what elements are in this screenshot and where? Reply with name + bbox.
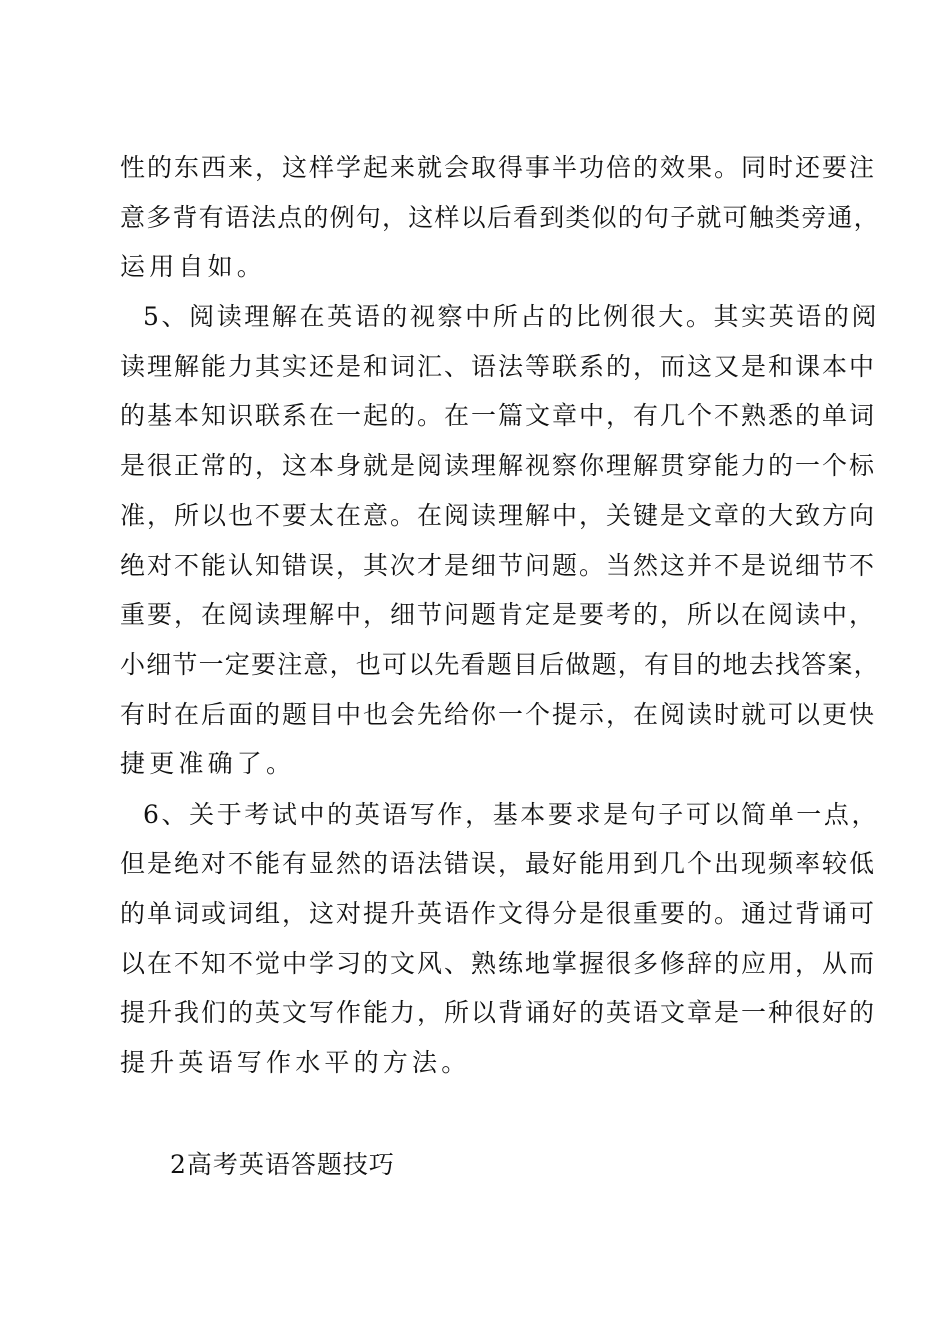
paragraph-line: 有时在后面的题目中也会先给你一个提示，在阅读时就可以更快 xyxy=(120,700,877,729)
paragraph-line: 6、关于考试中的英语写作，基本要求是句子可以简单一点， xyxy=(143,800,880,829)
paragraph-line: 绝对不能认知错误，其次才是细节问题。当然这并不是说细节不 xyxy=(120,551,877,580)
paragraph-line: 的单词或词组，这对提升英语作文得分是很重要的。通过背诵可 xyxy=(120,899,877,928)
paragraph-line: 捷更准确了。 xyxy=(120,749,296,778)
paragraph-line: 5、阅读理解在英语的视察中所占的比例很大。其实英语的阅 xyxy=(143,302,880,331)
section-heading: 2高考英语答题技巧 xyxy=(170,1150,395,1179)
paragraph-line: 以在不知不觉中学习的文风、熟练地掌握很多修辞的应用，从而 xyxy=(120,949,877,978)
paragraph-line: 重要，在阅读理解中，细节问题肯定是要考的，所以在阅读中， xyxy=(120,600,877,629)
paragraph-line: 读理解能力其实还是和词汇、语法等联系的，而这又是和课本中 xyxy=(120,352,877,381)
paragraph-line: 是很正常的，这本身就是阅读理解视察你理解贯穿能力的一个标 xyxy=(120,451,877,480)
paragraph-line: 提升英语写作水平的方法。 xyxy=(120,1048,471,1077)
paragraph-line: 运用自如。 xyxy=(120,252,267,281)
paragraph-line: 准，所以也不要太在意。在阅读理解中，关键是文章的大致方向 xyxy=(120,501,877,530)
paragraph-line: 的基本知识联系在一起的。在一篇文章中，有几个不熟悉的单词 xyxy=(120,401,877,430)
paragraph-line: 但是绝对不能有显然的语法错误，最好能用到几个出现频率较低 xyxy=(120,849,877,878)
paragraph-line: 意多背有语法点的例句，这样以后看到类似的句子就可触类旁通， xyxy=(120,203,880,232)
paragraph-line: 提升我们的英文写作能力，所以背诵好的英语文章是一种很好的 xyxy=(120,998,877,1027)
paragraph-line: 性的东西来，这样学起来就会取得事半功倍的效果。同时还要注 xyxy=(120,153,877,182)
paragraph-line: 小细节一定要注意，也可以先看题目后做题，有目的地去找答案， xyxy=(120,650,880,679)
